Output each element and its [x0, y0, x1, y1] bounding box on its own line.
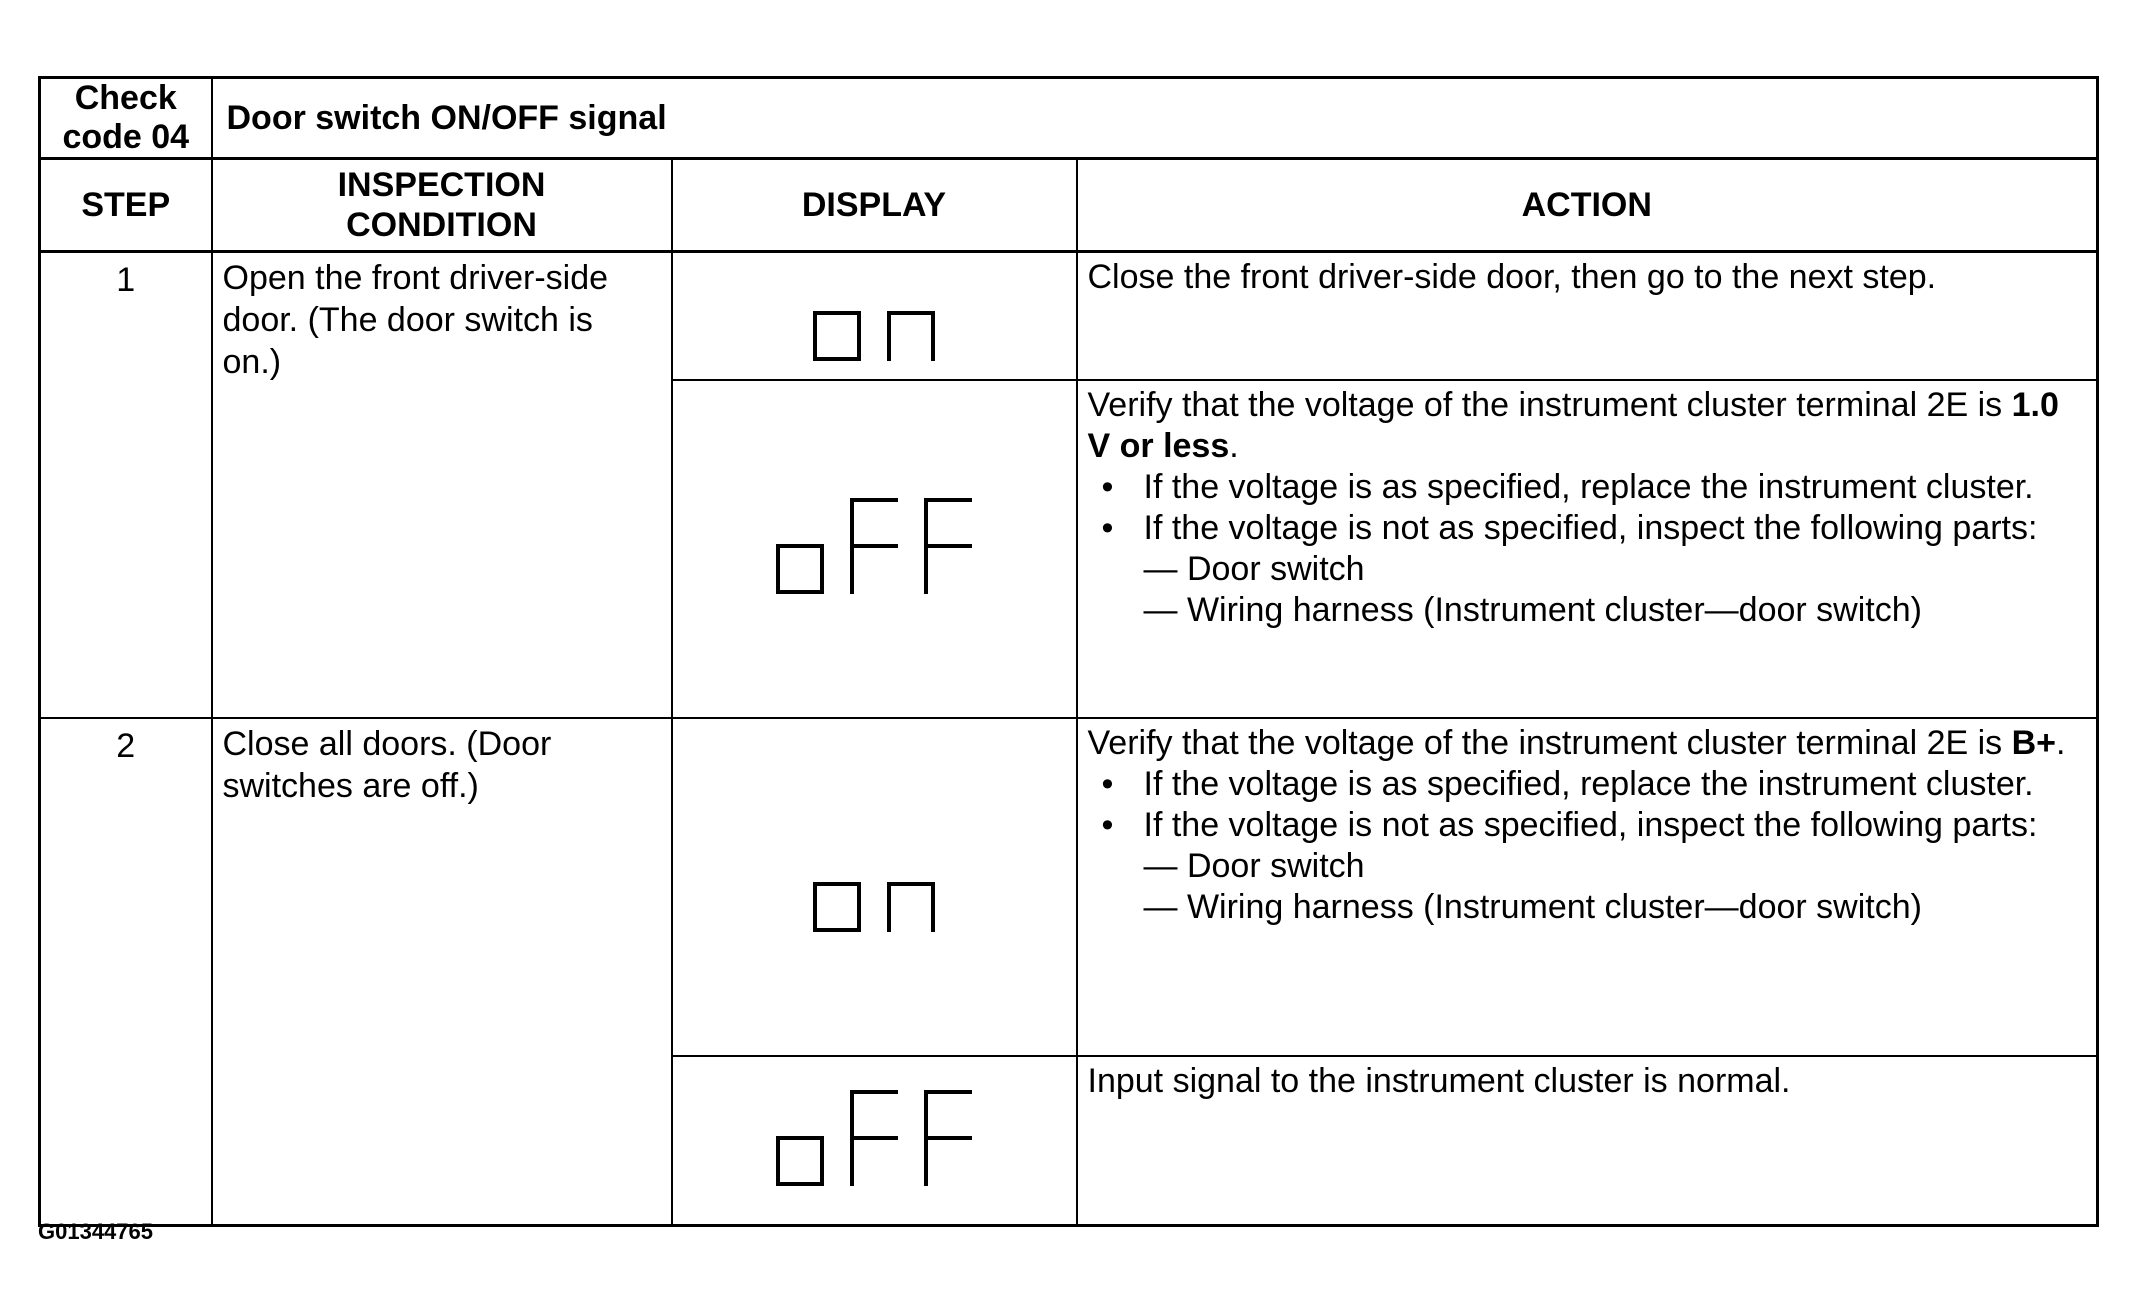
header-display: DISPLAY	[672, 159, 1077, 252]
bullet-icon: •	[1101, 805, 1114, 844]
list-item	[1088, 467, 2089, 508]
part-item: — Wiring harness (Instrument cluster—door switch)	[1143, 590, 1922, 629]
step-number: 2	[40, 718, 212, 1226]
segment-digit	[815, 884, 859, 930]
bullet-text: If the voltage is not as specified, inspect the following parts:	[1143, 508, 2038, 547]
segment-digit	[778, 1138, 822, 1184]
list-item	[1088, 508, 2089, 549]
action-cell	[1077, 252, 2098, 380]
action-instruction	[1088, 723, 2089, 764]
segment-glyphs	[811, 263, 937, 363]
header-action: ACTION	[1077, 159, 2098, 252]
segment-display-on	[811, 350, 937, 367]
segment-digit	[889, 884, 933, 930]
action-bullets	[1088, 467, 2089, 549]
diagnostic-table	[38, 76, 2099, 1227]
bullet-text: If the voltage is not as specified, inspect the following parts:	[1143, 805, 2038, 844]
segment-digit	[778, 546, 822, 592]
step-number: 1	[40, 252, 212, 718]
segment-digit	[889, 313, 933, 359]
segment-glyphs	[811, 834, 937, 934]
part-item: — Wiring harness (Instrument cluster—door switch)	[1143, 887, 1922, 926]
bullet-icon: •	[1101, 764, 1114, 803]
bullet-icon: •	[1101, 467, 1114, 506]
display-cell	[672, 252, 1077, 380]
segment-digit	[926, 500, 970, 592]
action-suffix: .	[2056, 723, 2066, 762]
action-text: Input signal to the instrument cluster is normal.	[1087, 1061, 1791, 1100]
table-row	[40, 718, 2098, 1056]
segment-display-off	[774, 1175, 974, 1192]
bullet-icon: •	[1101, 508, 1114, 547]
header-condition: INSPECTION CONDITION	[212, 159, 672, 252]
check-code-title: Door switch ON/OFF signal	[212, 78, 2098, 159]
segment-display-off	[774, 583, 974, 600]
action-cell	[1077, 1056, 2098, 1226]
display-cell	[672, 718, 1077, 1056]
action-cell	[1077, 718, 2098, 1056]
action-instruction	[1088, 385, 2089, 467]
segment-digit	[815, 313, 859, 359]
segment-digit	[852, 1092, 896, 1184]
list-item	[1088, 805, 2089, 846]
part-item: — Door switch	[1143, 846, 1365, 885]
bullet-text: If the voltage is as specified, replace the instrument cluster.	[1143, 467, 2034, 506]
inspection-condition: Open the front driver-side door. (The door switch is on.)	[212, 252, 672, 718]
header-row	[40, 159, 2098, 252]
segment-glyphs	[774, 1088, 974, 1188]
bullet-text: If the voltage is as specified, replace the instrument cluster.	[1143, 764, 2034, 803]
action-bullets	[1088, 764, 2089, 846]
figure-id: G01344765	[38, 1219, 153, 1244]
action-suffix: .	[1229, 426, 1239, 465]
action-cell	[1077, 380, 2098, 718]
check-code-label: Check code 04	[40, 78, 212, 159]
spec-value: 1.0 V or less	[1087, 385, 2059, 465]
spec-value: B+	[2011, 723, 2057, 762]
segment-digit	[926, 1092, 970, 1184]
action-text: Close the front driver-side door, then go to the next step.	[1087, 258, 1937, 296]
title-row	[40, 78, 2098, 159]
table-row	[40, 252, 2098, 380]
segment-glyphs	[774, 496, 974, 596]
action-prefix: Verify that the voltage of the instrument cluster terminal 2E is	[1087, 385, 2012, 424]
display-cell	[672, 1056, 1077, 1226]
part-item: — Door switch	[1143, 549, 1365, 588]
segment-display-on	[811, 921, 937, 938]
list-item	[1088, 764, 2089, 805]
inspection-condition: Close all doors. (Door switches are off.)	[212, 718, 672, 1226]
action-prefix: Verify that the voltage of the instrument cluster terminal 2E is	[1087, 723, 2012, 762]
header-step: STEP	[40, 159, 212, 252]
segment-digit	[852, 500, 896, 592]
display-cell	[672, 380, 1077, 718]
